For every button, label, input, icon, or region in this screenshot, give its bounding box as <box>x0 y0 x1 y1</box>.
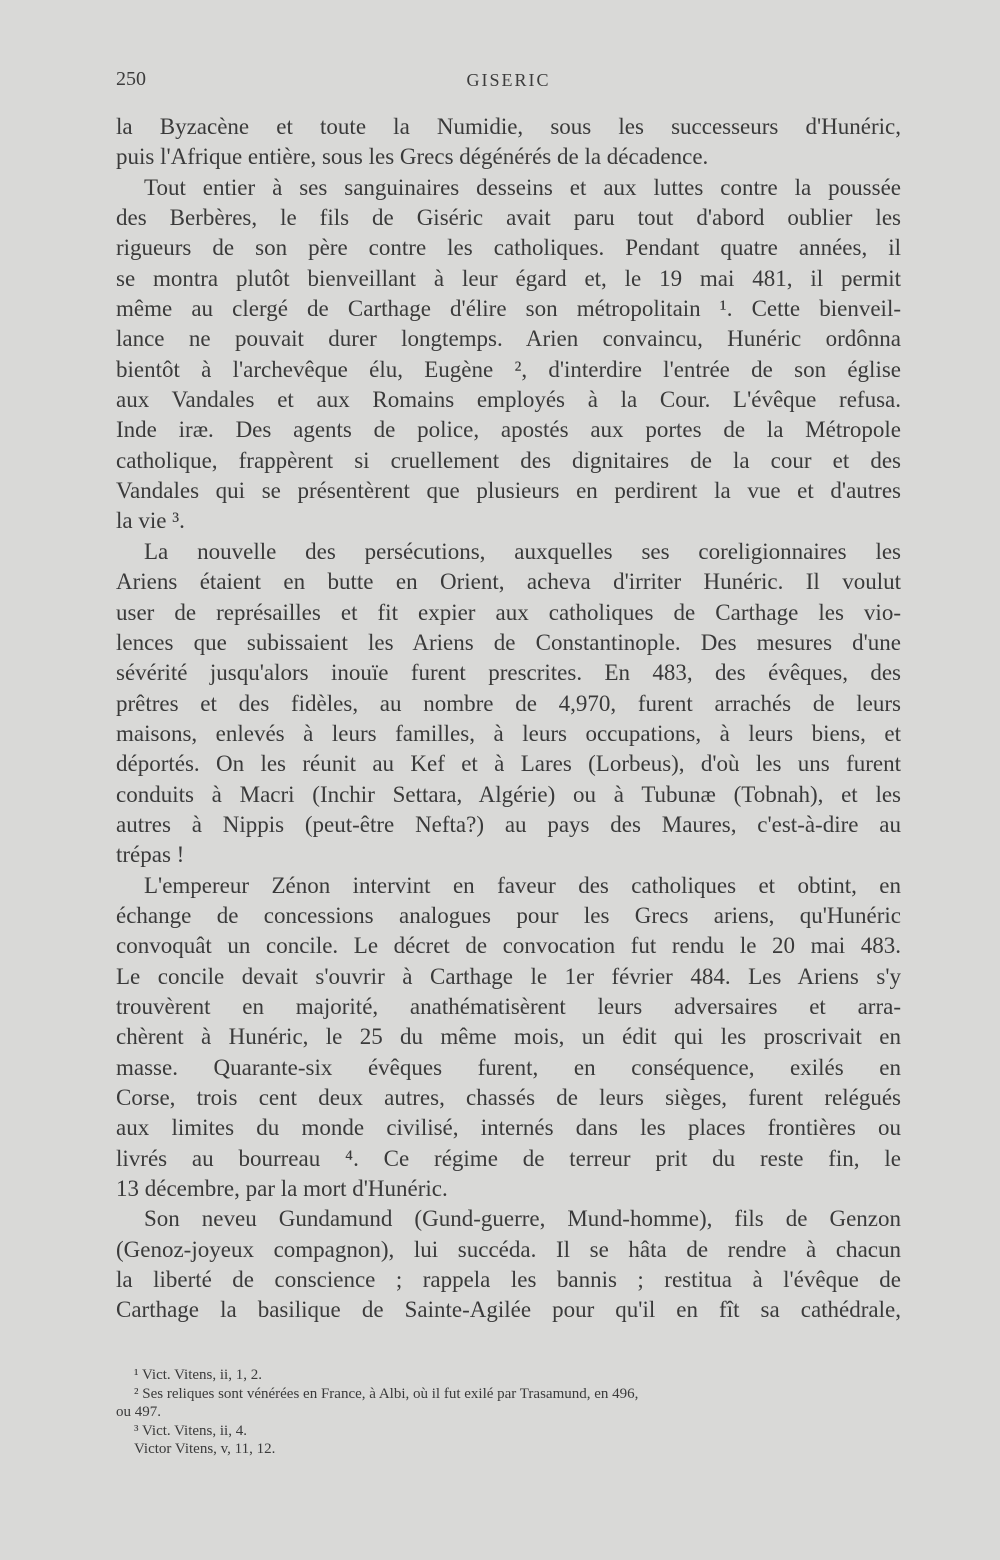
text-line: lences que subissaient les Ariens de Constantinople. Des mesures d'une <box>116 629 901 655</box>
text-line: Inde iræ. Des agents de police, apostés aux portes de la Métropole <box>116 417 901 443</box>
footnote-line: Victor Vitens, v, 11, 12. <box>134 1441 276 1457</box>
text-line: même au clergé de Carthage d'élire son métropolitain ¹. Cette bienveil- <box>116 296 901 322</box>
text-line: prêtres et des fidèles, au nombre de 4,970, furent arrachés de leurs <box>116 690 901 716</box>
text-line: livrés au bourreau ⁴. Ce régime de terreur prit du reste fin, le <box>116 1145 901 1171</box>
text-line: 13 décembre, par la mort d'Hunéric. <box>116 1176 448 1202</box>
text-line: Carthage la basilique de Sainte-Agilée pour qu'il en fît sa cathédrale, <box>116 1297 901 1323</box>
text-line: conduits à Macri (Inchir Settara, Algérie) ou à Tubunæ (Tobnah), et les <box>116 781 901 807</box>
text-line: autres à Nippis (peut-être Nefta?) au pays des Maures, c'est-à-dire au <box>116 811 901 837</box>
text-line: convoquât un concile. Le décret de convocation fut rendu le 20 mai 483. <box>116 933 901 959</box>
text-line: la Byzacène et toute la Numidie, sous les successeurs d'Hunéric, <box>116 114 901 139</box>
text-line: trouvèrent en majorité, anathématisèrent leurs adversaires et arra- <box>116 993 901 1019</box>
footnote-line: ou 497. <box>116 1404 161 1420</box>
page-number: 250 <box>116 68 146 90</box>
text-line: échange de concessions analogues pour les Grecs ariens, qu'Hunéric <box>116 902 901 928</box>
text-line: Le concile devait s'ouvrir à Carthage le 1er février 484. Les Ariens s'y <box>116 963 901 989</box>
text-line: se montra plutôt bienveillant à leur égard et, le 19 mai 481, il permit <box>116 265 901 291</box>
text-line: aux limites du monde civilisé, internés dans les places frontières ou <box>116 1115 901 1141</box>
footnote-line: ² Ses reliques sont vénérées en France, à Albi, où il fut exilé par Trasamund, en 496, <box>134 1385 639 1402</box>
text-line: Ariens étaient en butte en Orient, acheva d'irriter Hunéric. Il voulut <box>116 569 901 595</box>
page-header <box>116 68 901 98</box>
text-line: puis l'Afrique entière, sous les Grecs dégénérés de la décadence. <box>116 144 709 170</box>
text-line: user de représailles et fit expier aux catholiques de Carthage les vio- <box>116 599 901 625</box>
text-line: masse. Quarante-six évêques furent, en conséquence, exilés en <box>116 1054 901 1080</box>
text-line: catholique, frappèrent si cruellement des dignitaires de la cour et des <box>116 447 901 473</box>
text-line: des Berbères, le fils de Giséric avait paru tout d'abord oublier les <box>116 205 901 231</box>
footnote-line: ¹ Vict. Vitens, ii, 1, 2. <box>134 1367 262 1383</box>
text-line: L'empereur Zénon intervint en faveur des catholiques et obtint, en <box>144 872 901 898</box>
footnote-line: ³ Vict. Vitens, ii, 4. <box>134 1422 247 1439</box>
text-line: La nouvelle des persécutions, auxquelles ses coreligionnaires les <box>144 538 901 564</box>
text-line: sévérité jusqu'alors inouïe furent prescrites. En 483, des évêques, des <box>116 660 901 686</box>
text-line: lance ne pouvait durer longtemps. Arien convaincu, Hunéric ordônna <box>116 326 901 352</box>
text-line: déportés. On les réunit au Kef et à Lares (Lorbeus), d'où les uns furent <box>116 751 901 777</box>
text-line: Tout entier à ses sanguinaires desseins et aux luttes contre la poussée <box>144 174 901 200</box>
text-line: aux Vandales et aux Romains employés à la Cour. L'évêque refusa. <box>116 387 901 413</box>
text-line: trépas ! <box>116 842 185 868</box>
body-text <box>116 112 901 1326</box>
text-line: Corse, trois cent deux autres, chassés de leurs sièges, furent relégués <box>116 1085 901 1110</box>
text-line: chèrent à Hunéric, le 25 du même mois, un édit qui les proscrivait en <box>116 1024 901 1050</box>
text-line: Vandales qui se présentèrent que plusieurs en perdirent la vue et d'autres <box>116 478 901 504</box>
footnotes <box>116 1366 901 1459</box>
text-line: rigueurs de son père contre les catholiques. Pendant quatre années, il <box>116 235 901 261</box>
text-line: bientôt à l'archevêque élu, Eugène ², d'interdire l'entrée de son église <box>116 356 901 382</box>
text-line: maisons, enlevés à leurs familles, à leurs occupations, à leurs biens, et <box>116 720 901 746</box>
text-line: la vie ³. <box>116 508 185 534</box>
text-line: Son neveu Gundamund (Gund-guerre, Mund-homme), fils de Genzon <box>144 1206 901 1232</box>
text-line: (Genoz-joyeux compagnon), lui succéda. Il se hâta de rendre à chacun <box>116 1236 901 1262</box>
running-title: GISERIC <box>466 70 551 90</box>
text-line: la liberté de conscience ; rappela les bannis ; restitua à l'évêque de <box>116 1267 901 1293</box>
